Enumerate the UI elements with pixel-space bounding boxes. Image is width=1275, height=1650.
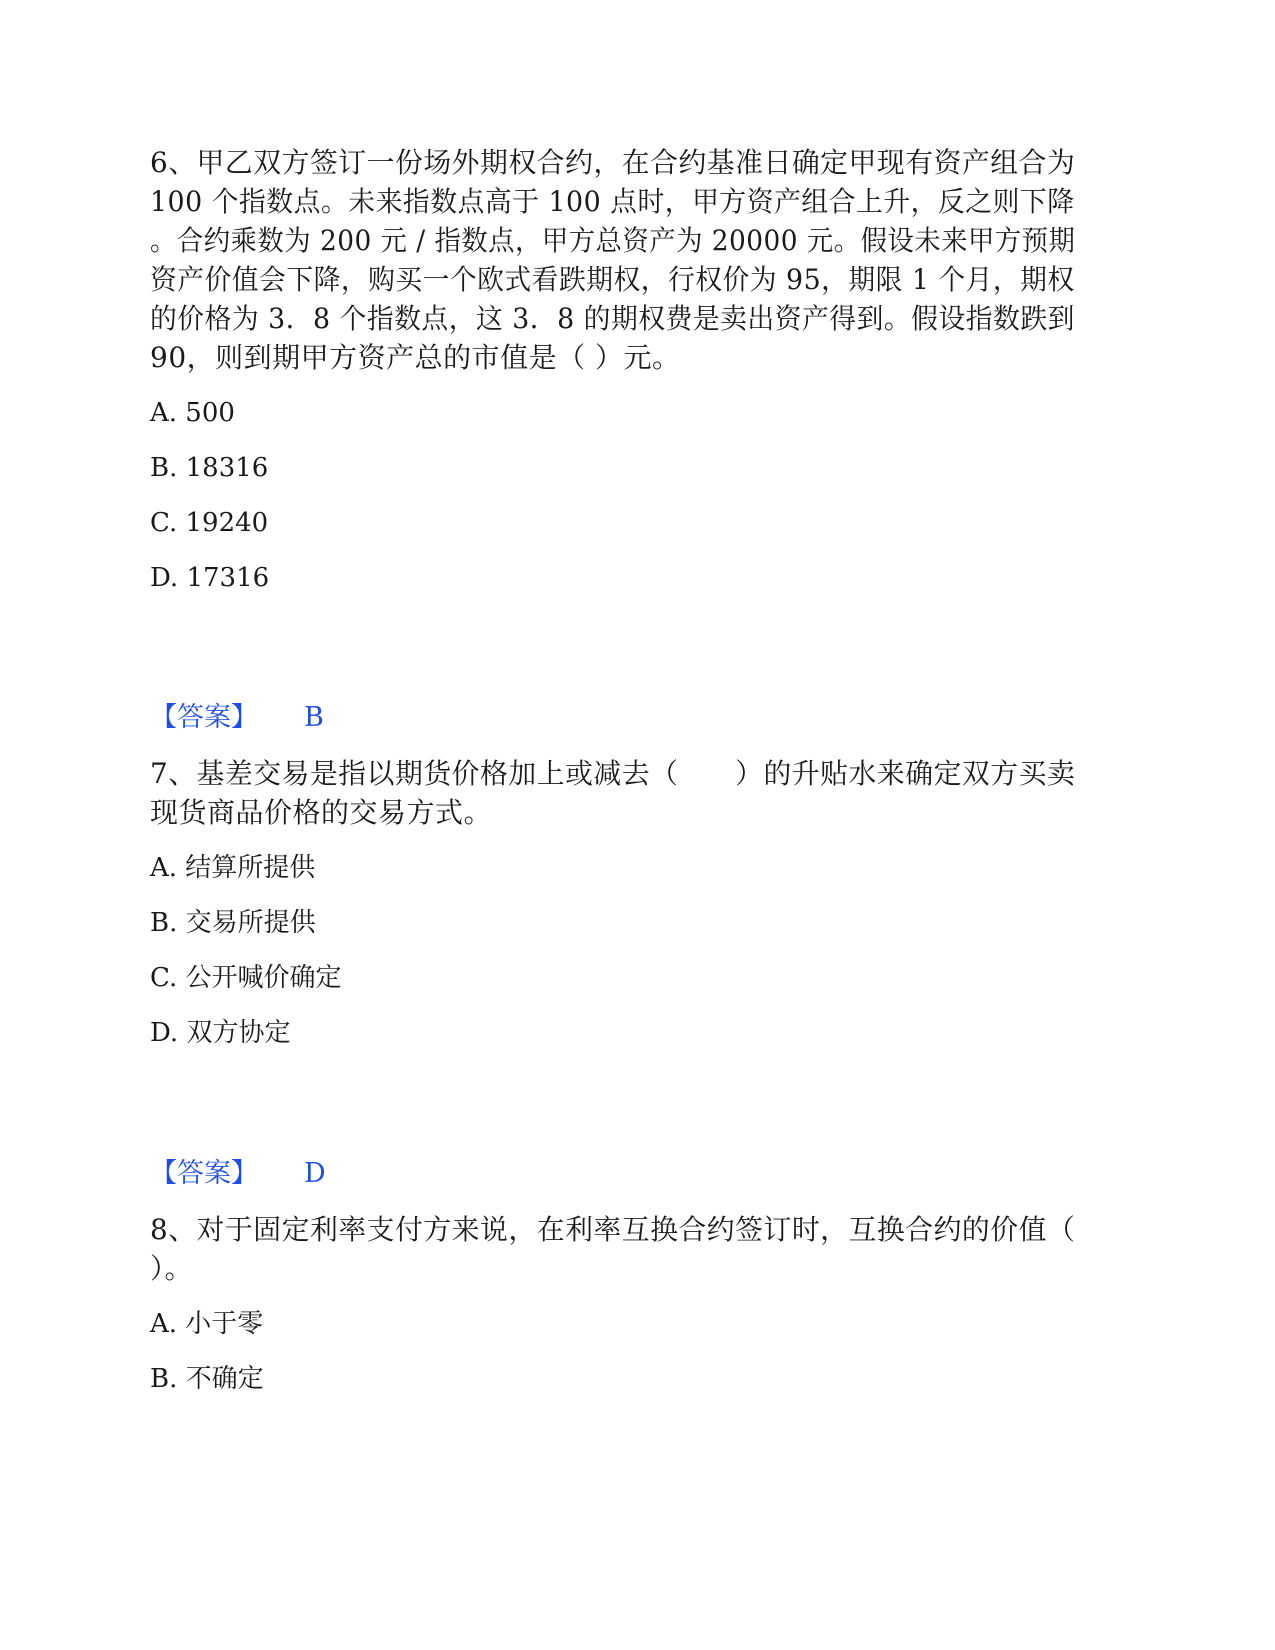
question-7-answer	[150, 1156, 326, 1192]
question-6-line-3: 。合约乘数为 200 元 / 指数点，甲方总资产为 20000 元。假设未来甲方预期	[150, 224, 1076, 257]
question-6-option-c: C. 19240	[150, 508, 269, 538]
question-7-option-a: A. 结算所提供	[150, 853, 316, 883]
question-6-line-5: 的价格为 3．8 个指数点，这 3．8 的期权费是卖出资产得到。假设指数跌到	[150, 302, 1075, 335]
answer-label: 【答案】	[150, 702, 258, 733]
answer-label: 【答案】	[150, 1158, 258, 1189]
question-6-option-d: D. 17316	[150, 563, 270, 593]
question-6-line-1: 6、甲乙双方签订一份场外期权合约，在合约基准日确定甲现有资产组合为	[150, 146, 1076, 179]
question-8-line-1: 8、对于固定利率支付方来说，在利率互换合约签订时，互换合约的价值（	[150, 1213, 1076, 1246]
question-7-option-b: B. 交易所提供	[150, 908, 316, 938]
question-8-option-a: A. 小于零	[150, 1309, 264, 1339]
question-6-answer	[150, 700, 324, 736]
answer-value: B	[304, 702, 324, 733]
question-7-option-d: D. 双方协定	[150, 1018, 291, 1048]
question-6-option-b: B. 18316	[150, 453, 269, 483]
question-8-line-2: ）。	[150, 1252, 194, 1285]
question-6-option-a: A. 500	[150, 398, 235, 428]
question-7-line-1: 7、基差交易是指以期货价格加上或减去（ ）的升贴水来确定双方买卖	[150, 757, 1076, 790]
question-6-line-6: 90，则到期甲方资产总的市值是（ ）元。	[150, 341, 681, 374]
question-7-line-2: 现货商品价格的交易方式。	[150, 796, 493, 829]
question-8-option-b: B. 不确定	[150, 1364, 264, 1394]
answer-value: D	[304, 1158, 326, 1189]
question-6-line-2: 100 个指数点。未来指数点高于 100 点时，甲方资产组合上升，反之则下降	[150, 185, 1075, 218]
question-6-line-4: 资产价值会下降，购买一个欧式看跌期权，行权价为 95，期限 1 个月，期权	[150, 263, 1075, 296]
question-7-option-c: C. 公开喊价确定	[150, 963, 342, 993]
